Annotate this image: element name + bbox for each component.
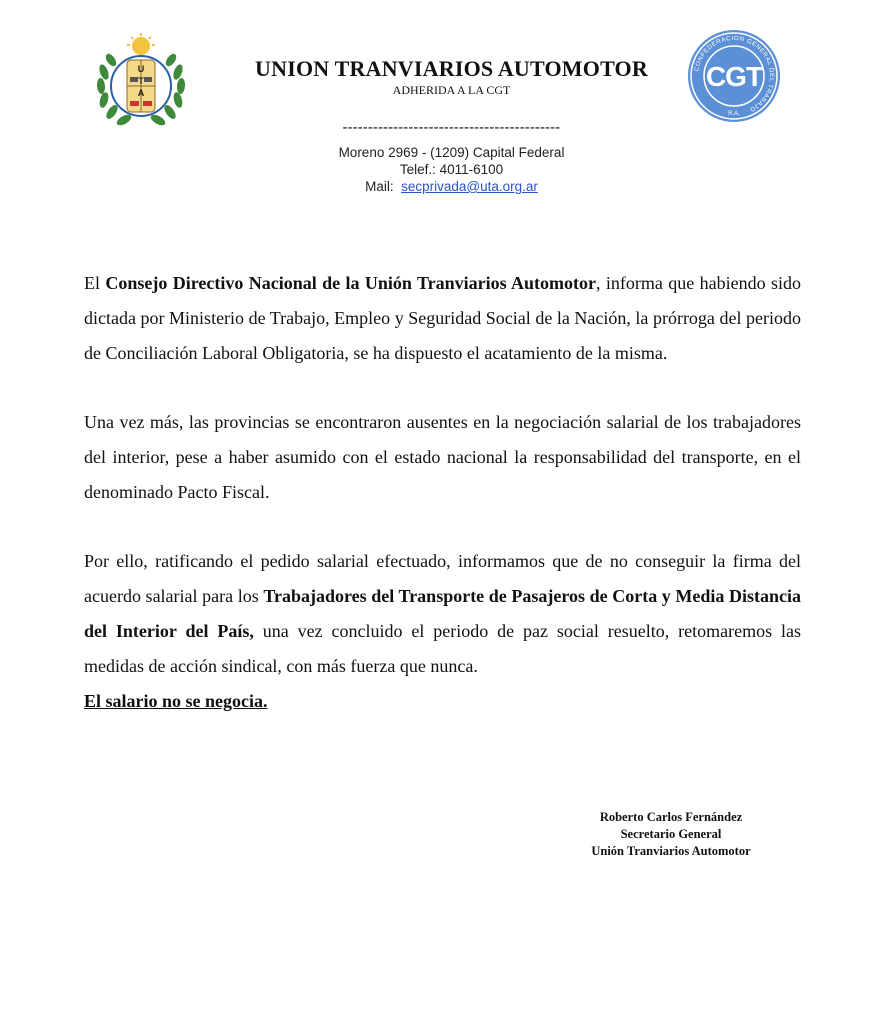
paragraph-2: Una vez más, las provincias se encontraron ausentes en la negociación salarial de los trabajadores del interior, pese a haber asumido con el estado nacional la responsabilidad del transporte, en el denominado Pacto Fiscal. bbox=[84, 412, 801, 502]
p1-post: , informa que habiendo sido dictada por Ministerio de Trabajo, Empleo y Seguridad Social de la Nación, la prórroga del periodo de Conciliación Laboral Obligatoria, se ha dispuesto el acatamiento de la misma. bbox=[84, 273, 801, 363]
closing-statement: El salario no se negocia. bbox=[84, 691, 268, 711]
mail-link[interactable]: secprivada@uta.org.ar bbox=[401, 179, 538, 194]
org-title: UNION TRANVIARIOS AUTOMOTOR bbox=[255, 56, 648, 81]
paragraph-1 bbox=[84, 266, 801, 371]
p1-pre: El bbox=[84, 273, 106, 293]
p1-bold: Consejo Directivo Nacional de la Unión Tranviarios Automotor bbox=[105, 273, 597, 293]
uta-letter-t: T bbox=[138, 76, 144, 86]
p3-bold: Trabajadores del Transporte de Pasajeros de Corta y Media Distancia del Interior del País, bbox=[84, 586, 801, 641]
signatory-title: Secretario General bbox=[620, 827, 722, 841]
uta-letter-a: A bbox=[137, 88, 145, 98]
contact-phone: Telef.: 4011-6100 bbox=[399, 162, 504, 177]
signatory-org: Unión Tranviarios Automotor bbox=[591, 844, 751, 858]
signatory-name: Roberto Carlos Fernández bbox=[599, 810, 743, 824]
contact-address: Moreno 2969 - (1209) Capital Federal bbox=[338, 145, 565, 160]
cgt-ra-text: R.A. bbox=[728, 111, 740, 117]
org-affiliation: ADHERIDA A LA CGT bbox=[392, 83, 511, 97]
uta-letter-u: U bbox=[137, 64, 145, 74]
cgt-ring-text: CONFEDERACION GENERAL DEL TRABAJO bbox=[693, 34, 776, 114]
signature-block bbox=[560, 809, 782, 860]
letter-body bbox=[84, 266, 801, 719]
contact-mail bbox=[0, 179, 881, 194]
p3-pre: Por ello, ratificando el pedido salarial efectuado, informamos que de no conseguir la firma del acuerdo salarial para los bbox=[84, 551, 801, 606]
header-separator: ------------------------------------------- bbox=[342, 120, 561, 135]
p3-post: una vez concluido el periodo de paz social resuelto, retomaremos las medidas de acción sindical, con más fuerza que nunca. bbox=[84, 621, 801, 676]
mail-label: Mail: bbox=[365, 179, 394, 194]
paragraph-3 bbox=[84, 544, 801, 719]
cgt-letters: CGT bbox=[705, 61, 763, 92]
